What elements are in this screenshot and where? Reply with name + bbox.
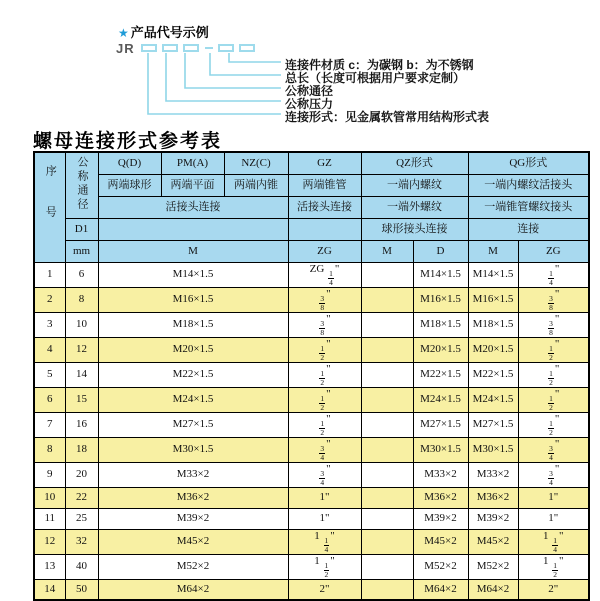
header-diameter: 公称通径 [65,152,98,218]
cell-qz-d: M18×1.5 [413,312,468,337]
product-code-row [116,41,260,55]
cell-gz: $\frac{1}{2}$ " [288,337,361,362]
cell-serial: 14 [34,579,65,600]
cell-qg-zg: $\frac{1}{4}$ " [518,262,589,287]
header-group-qd: Q(D) [98,152,161,174]
cell-qz-m [361,437,413,462]
cell-gz: 1 $\frac{1}{4}$ " [288,529,361,554]
table-row [34,508,589,529]
table-row [34,337,589,362]
cell-serial: 10 [34,487,65,508]
cell-qg-zg: 1" [518,508,589,529]
cell-qz-d: M36×2 [413,487,468,508]
cell-diameter: 18 [65,437,98,462]
cell-diameter: 6 [65,262,98,287]
cell-qz-m [361,387,413,412]
cell-gz: $\frac{3}{8}$ " [288,287,361,312]
cell-thread-m: M39×2 [98,508,288,529]
cell-gz: $\frac{1}{2}$ " [288,387,361,412]
cell-qz-m [361,262,413,287]
header-group-pma: PM(A) [161,152,224,174]
label-connector-material: 连接件材质 c：为碳钢 b：为不锈钢 [285,58,474,72]
header-gz-union-connection: 活接头连接 [288,196,361,218]
code-prefix: JR [116,40,135,56]
table-row [34,487,589,508]
cell-thread-m: M24×1.5 [98,387,288,412]
cell-diameter: 15 [65,387,98,412]
header-qz-external-thread: 一端外螺纹 [361,196,468,218]
code-box-1 [141,44,157,52]
cell-gz: ZG $\frac{1}{4}$ " [288,262,361,287]
cell-gz: 2" [288,579,361,600]
cell-serial: 11 [34,508,65,529]
cell-qg-zg: $\frac{1}{2}$ " [518,387,589,412]
cell-qz-d: M52×2 [413,554,468,579]
header-union-connection: 活接头连接 [98,196,288,218]
header-nzc-desc: 两端内锥 [224,174,288,196]
cell-serial: 4 [34,337,65,362]
label-connection-form: 连接形式：见金属软管常用结构形式表 [285,110,490,124]
header-gz-desc: 两端锥管 [288,174,361,196]
cell-qz-m [361,287,413,312]
cell-qg-zg: $\frac{3}{8}$ " [518,287,589,312]
cell-diameter: 8 [65,287,98,312]
header-group-qg: QG形式 [468,152,589,174]
header-thread-zg: ZG [288,240,361,262]
cell-qg-m: M27×1.5 [468,412,518,437]
cell-qg-m: M14×1.5 [468,262,518,287]
cell-qz-m [361,508,413,529]
header-group-gz: GZ [288,152,361,174]
header-d1: D1 [65,218,98,240]
cell-serial: 8 [34,437,65,462]
cell-gz: 1" [288,508,361,529]
header-qg-desc: 一端内螺纹活接头 [468,174,589,196]
table-row [34,579,589,600]
header-group-nzc: NZ(C) [224,152,288,174]
table-row [34,462,589,487]
cell-serial: 3 [34,312,65,337]
cell-qg-zg: $\frac{1}{2}$ " [518,337,589,362]
cell-qg-m: M24×1.5 [468,387,518,412]
header-qz-m: M [361,240,413,262]
cell-qz-d: M39×2 [413,508,468,529]
cell-thread-m: M16×1.5 [98,287,288,312]
cell-qz-d: M64×2 [413,579,468,600]
header-qz-d: D [413,240,468,262]
table-header [34,152,589,262]
cell-diameter: 10 [65,312,98,337]
cell-thread-m: M20×1.5 [98,337,288,362]
cell-qg-zg: $\frac{3}{8}$ " [518,312,589,337]
cell-diameter: 12 [65,337,98,362]
cell-serial: 2 [34,287,65,312]
nut-connection-reference-table [33,151,590,601]
cell-gz: $\frac{3}{4}$ " [288,437,361,462]
star-icon: ★ [118,26,129,40]
cell-qg-m: M64×2 [468,579,518,600]
cell-diameter: 20 [65,462,98,487]
code-box-5 [239,44,255,52]
cell-serial: 12 [34,529,65,554]
cell-diameter: 16 [65,412,98,437]
cell-diameter: 22 [65,487,98,508]
code-dash [205,47,213,49]
cell-qg-m: M16×1.5 [468,287,518,312]
code-box-4 [218,44,234,52]
header-qz-ball-joint: 球形接头连接 [361,218,468,240]
header-blank-gz [288,218,361,240]
cell-qg-zg: $\frac{3}{4}$ " [518,437,589,462]
cell-qz-d: M14×1.5 [413,262,468,287]
cell-qz-m [361,412,413,437]
cell-qg-zg: 1 $\frac{1}{4}$ " [518,529,589,554]
table-row [34,437,589,462]
cell-qg-m: M33×2 [468,462,518,487]
table-row [34,312,589,337]
cell-qz-m [361,312,413,337]
cell-gz: $\frac{1}{2}$ " [288,362,361,387]
cell-gz: $\frac{1}{2}$ " [288,412,361,437]
cell-qg-m: M30×1.5 [468,437,518,462]
cell-qg-m: M36×2 [468,487,518,508]
cell-qg-zg: $\frac{3}{4}$ " [518,462,589,487]
cell-thread-m: M30×1.5 [98,437,288,462]
header-serial: 序号 [34,152,65,262]
cell-qz-m [361,579,413,600]
cell-gz: $\frac{3}{4}$ " [288,462,361,487]
cell-diameter: 50 [65,579,98,600]
header-group-qz: QZ形式 [361,152,468,174]
cell-qg-zg: $\frac{1}{2}$ " [518,412,589,437]
header-qg-connection: 连接 [468,218,589,240]
header-blank-left [98,218,288,240]
cell-qz-d: M30×1.5 [413,437,468,462]
header-qg-taper-thread: 一端锥管螺纹接头 [468,196,589,218]
cell-qz-d: M27×1.5 [413,412,468,437]
cell-qz-d: M24×1.5 [413,387,468,412]
table-row [34,529,589,554]
cell-serial: 6 [34,387,65,412]
cell-gz: 1" [288,487,361,508]
label-nominal-diameter: 公称通径 [285,84,334,98]
cell-serial: 9 [34,462,65,487]
table-body [34,262,589,600]
cell-serial: 7 [34,412,65,437]
cell-qz-d: M33×2 [413,462,468,487]
cell-qz-m [361,529,413,554]
cell-qg-zg: 2" [518,579,589,600]
cell-qg-m: M45×2 [468,529,518,554]
cell-qz-m [361,337,413,362]
header-thread-m: M [98,240,288,262]
cell-serial: 5 [34,362,65,387]
cell-qg-zg: $\frac{1}{2}$ " [518,362,589,387]
cell-serial: 13 [34,554,65,579]
cell-diameter: 32 [65,529,98,554]
cell-qg-m: M20×1.5 [468,337,518,362]
cell-qz-d: M20×1.5 [413,337,468,362]
cell-qg-m: M22×1.5 [468,362,518,387]
header-qg-m: M [468,240,518,262]
header-qg-zg: ZG [518,240,589,262]
cell-thread-m: M33×2 [98,462,288,487]
cell-thread-m: M22×1.5 [98,362,288,387]
table-row [34,287,589,312]
label-nominal-pressure: 公称压力 [285,97,334,111]
cell-qg-m: M39×2 [468,508,518,529]
cell-diameter: 25 [65,508,98,529]
cell-thread-m: M36×2 [98,487,288,508]
table-row [34,387,589,412]
cell-thread-m: M18×1.5 [98,312,288,337]
cell-serial: 1 [34,262,65,287]
cell-qz-d: M45×2 [413,529,468,554]
code-box-3 [183,44,199,52]
cell-diameter: 14 [65,362,98,387]
cell-gz: $\frac{3}{8}$ " [288,312,361,337]
table-title: 螺母连接形式参考表 [33,131,223,152]
cell-qg-m: M52×2 [468,554,518,579]
header-unit-mm: mm [65,240,98,262]
cell-thread-m: M52×2 [98,554,288,579]
table-row [34,412,589,437]
diagram-title [118,22,209,41]
header-qd-desc: 两端球形 [98,174,161,196]
cell-qz-m [361,462,413,487]
table-row [34,262,589,287]
diagram-title-text: 产品代号示例 [130,25,209,40]
cell-qg-zg: 1" [518,487,589,508]
cell-thread-m: M45×2 [98,529,288,554]
cell-thread-m: M64×2 [98,579,288,600]
cell-qz-m [361,487,413,508]
header-pma-desc: 两端平面 [161,174,224,196]
label-total-length: 总长（长度可根据用户要求定制） [285,71,466,85]
table-row [34,362,589,387]
cell-qg-zg: 1 $\frac{1}{2}$ " [518,554,589,579]
header-qz-desc: 一端内螺纹 [361,174,468,196]
cell-thread-m: M14×1.5 [98,262,288,287]
cell-qz-d: M22×1.5 [413,362,468,387]
cell-thread-m: M27×1.5 [98,412,288,437]
cell-qz-d: M16×1.5 [413,287,468,312]
cell-gz: 1 $\frac{1}{2}$ " [288,554,361,579]
cell-qz-m [361,362,413,387]
cell-qg-m: M18×1.5 [468,312,518,337]
cell-diameter: 40 [65,554,98,579]
code-box-2 [162,44,178,52]
